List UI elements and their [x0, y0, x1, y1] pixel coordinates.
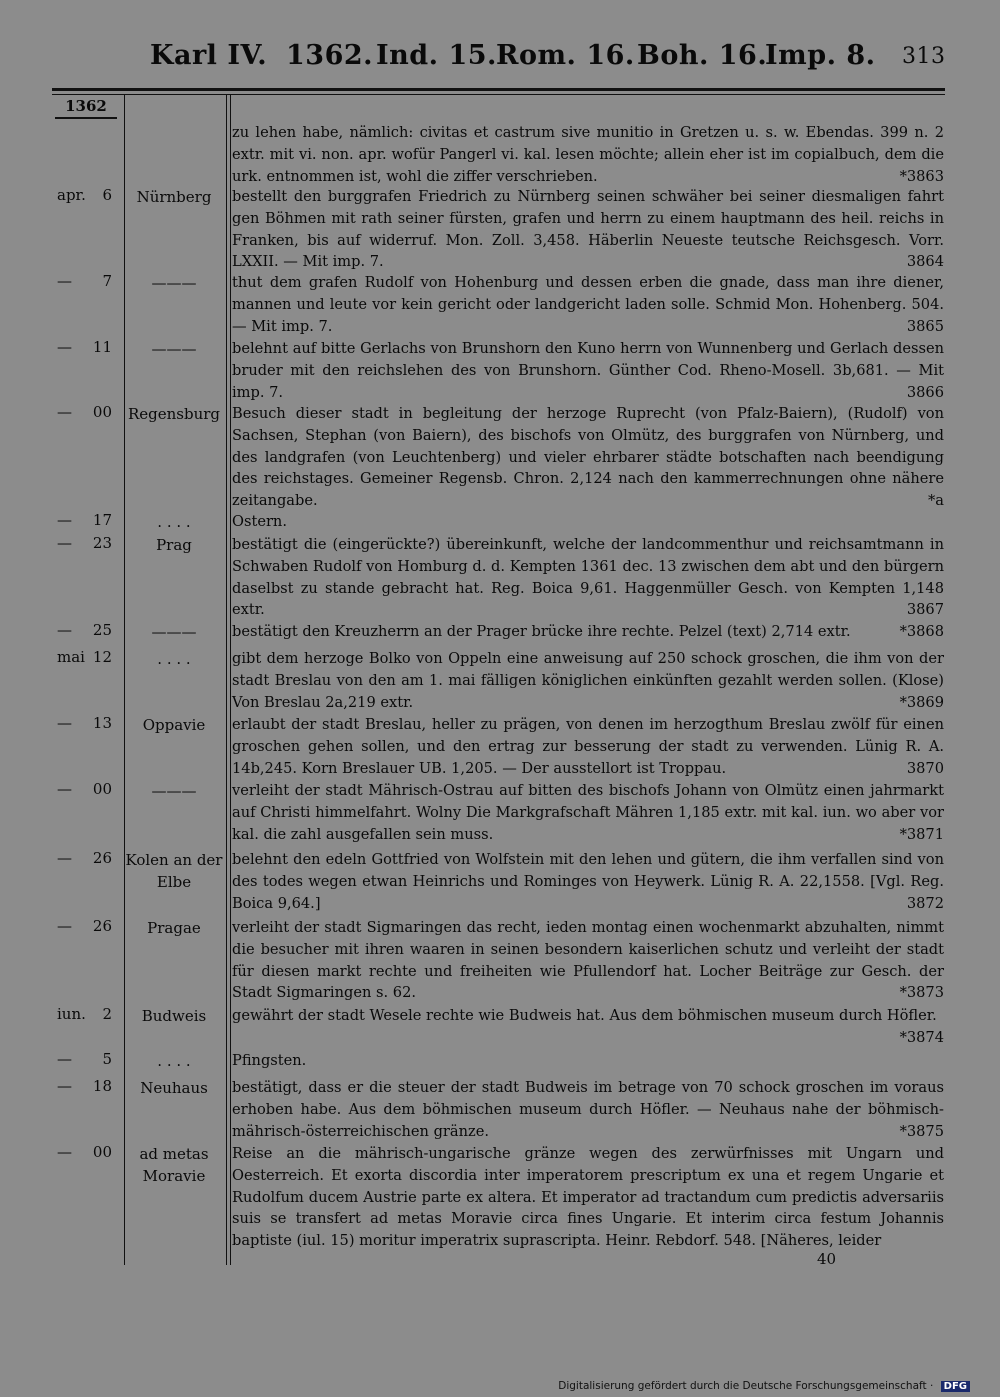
entry-place: ——— — [151, 623, 197, 641]
entry-day: 00 — [92, 403, 112, 421]
entry-day: 25 — [92, 621, 112, 639]
entry-number: *3868 — [899, 623, 944, 640]
entry-month: — — [57, 272, 72, 290]
header-imp: Imp. 8. — [765, 40, 876, 71]
entry-number: *3873 — [899, 984, 944, 1002]
column-rule-text — [230, 95, 231, 1265]
entry-month: — — [57, 403, 72, 421]
entry-body: verleiht der stadt Mährisch-Ostrau auf bitten des bischofs Johann von Olmütz einen jahrmarkt auf Christi himmelfahrt. Wolny Die Markgrafschaft Mähren 1,185 extr. mit kal. iun. wo aber vor kal. die zahl ausgefallen sein muss. — [232, 782, 944, 843]
entry-text — [232, 780, 944, 845]
entry-day: 00 — [92, 1143, 112, 1161]
header-boh: Boh. 16. — [637, 40, 768, 71]
entry-text — [232, 714, 944, 779]
entry-day: 13 — [92, 714, 112, 732]
entry-text — [232, 186, 944, 273]
entry-number: *3863 — [899, 167, 944, 185]
entry-day: 7 — [102, 272, 112, 290]
entry-month: — — [57, 1077, 72, 1095]
entry-text — [232, 122, 944, 187]
entry-text — [232, 338, 944, 403]
entry-body: verleiht der stadt Sigmaringen das recht, ieden montag einen wochenmarkt abzuhalten, nimmt die besucher mit ihren waaren in seinen besondern kaiserlichen schutz und verleiht der stadt für diesen markt rechte und freiheiten wie Pfullendorf hat. Locher Beiträge zur Gesch. der Stadt Sigmaringen s. 62. — [232, 919, 944, 1002]
entry-place: ——— — [151, 340, 197, 358]
entry-text — [232, 648, 944, 713]
entry-month: — — [57, 1143, 72, 1161]
entry-body: Pfingsten. — [232, 1052, 307, 1069]
entry-day: 2 — [102, 1005, 112, 1023]
entry-day: 6 — [102, 186, 112, 204]
entry-place: Pragae — [147, 919, 201, 937]
entry-body: belehnt auf bitte Gerlachs von Brunshorn den Kuno herrn von Wunnenberg und Gerlach dessen bruder mit den reichslehen des von Brunshorn. Günther Cod. Rheno-Mosell. 3b,681. — Mit imp. 7. — [232, 340, 944, 401]
entry-month: mai — [57, 648, 85, 666]
entry-place: ——— — [151, 782, 197, 800]
entry-number: *a — [928, 492, 944, 510]
entry-number: 3866 — [906, 383, 944, 401]
entry-place: . . . . — [157, 1052, 191, 1070]
entry-text — [232, 1077, 944, 1142]
entry-place: ——— — [151, 274, 197, 292]
entry-place: Prag — [156, 536, 192, 554]
entry-number: *3874 — [899, 1028, 944, 1046]
footer-credit — [558, 1380, 970, 1392]
dfg-logo: DFG — [941, 1381, 970, 1392]
entry-text — [232, 511, 944, 533]
entry-day: 17 — [92, 511, 112, 529]
entry-place: ad metas Moravie — [139, 1145, 209, 1185]
entry-body: bestellt den burggrafen Friedrich zu Nürnberg seinen schwäher bei seiner diesmaligen fahrt gen Böhmen mit rath seiner fürsten, grafen und herrn zu einem hauptmann des heil. reichs in Franken, bis auf widerruf. Mon. Zoll. 3,458. Häberlin Neueste teutsche Reichsgesch. Vorr. LXXII. — Mit imp. 7. — [232, 188, 944, 271]
entry-body: bestätigt, dass er die steuer der stadt Budweis im betrage von 70 schock groschen im voraus erhoben habe. Aus dem böhmischen museum durch Höfler. — Neuhaus nahe der böhmisch-mährisch-österreichischen gränze. — [232, 1079, 944, 1140]
entry-text — [232, 917, 944, 1004]
entry-body: bestätigt den Kreuzherrn an der Prager brücke ihre rechte. Pelzel (text) 2,714 extr. — [232, 623, 851, 640]
entry-place: Regensburg — [127, 405, 221, 423]
entry-text — [232, 1005, 944, 1049]
entry-body: thut dem grafen Rudolf von Hohenburg und dessen erben die gnade, dass man ihre diener, mannen und leute vor kein gericht oder landgericht laden solle. Schmid Mon. Hohenberg. 504. — Mit imp. 7. — [232, 274, 944, 335]
header-rom: Rom. 16. — [496, 40, 635, 71]
entry-day: 11 — [92, 338, 112, 356]
entry-day: 26 — [92, 849, 112, 867]
entry-text — [232, 621, 944, 643]
entry-place: . . . . — [157, 513, 191, 531]
entry-month: — — [57, 917, 72, 935]
entry-body: gewährt der stadt Wesele rechte wie Budweis hat. Aus dem böhmischen museum durch Höfler. — [232, 1007, 937, 1024]
entry-month: — — [57, 1050, 72, 1068]
entry-body: Ostern. — [232, 513, 287, 530]
entry-day: 5 — [102, 1050, 112, 1068]
entry-month: — — [57, 511, 72, 529]
entry-number: 3864 — [906, 253, 944, 271]
entry-day: 26 — [92, 917, 112, 935]
header-ind: Ind. 15. — [376, 40, 497, 71]
entry-number: *3869 — [899, 693, 944, 711]
entry-month: iun. — [57, 1005, 86, 1023]
entry-place: Neuhaus — [140, 1079, 208, 1097]
entry-number: *3871 — [899, 825, 944, 843]
header-rule-thin — [52, 94, 945, 95]
entry-month: — — [57, 849, 72, 867]
entry-body: bestätigt die (eingerückte?) übereinkunft, welche der landcommenthur und reichsamtmann in Schwaben Rudolf von Homburg d. d. Kempten 1361 dec. 13 zwischen dem abt und den bürgern daselbst zu stande gebracht hat. Reg. Boica 9,61. Haggenmüller Gesch. von Kempten 1,148 extr. — [232, 536, 944, 619]
page-number: 313 — [902, 44, 946, 69]
entry-text — [232, 849, 944, 914]
entry-month: — — [57, 714, 72, 732]
entry-body: Besuch dieser stadt in begleitung der herzoge Ruprecht (von Pfalz-Baiern), (Rudolf) von Sachsen, Stephan (von Baiern), des bischofs von Olmütz, des burggrafen von Nürnberg, und des landgrafen (von Leuchtenberg) und vieler ehrbarer städte botschaften nach beendigung des reichstages. Gemeiner Regensb. Chron. 2,124 nach den kammerrechnungen ohne nähere zeitangabe. — [232, 405, 944, 510]
column-rule-place — [226, 95, 227, 1265]
entry-body: Reise an die mährisch-ungarische gränze wegen des zerwürfnisses mit Ungarn und Oesterreich. Et exorta discordia inter imperatorem prescriptum ex una et regem Ungarie et Rudolfum ducem Austrie parte ex altera. Et imperator ad tractandum cum predictis adversariis suis se transfert ad metas Moravie circa fines Ungarie. Et interim circa festum Johannis baptiste (iul. 15) moritur imperatrix suprascripta. Heinr. Rebdorf. 548. [Näheres, leider — [232, 1145, 944, 1250]
entry-month: — — [57, 338, 72, 356]
entry-month: — — [57, 780, 72, 798]
entry-number: 3870 — [906, 759, 944, 777]
entry-place: Budweis — [141, 1007, 207, 1025]
entry-body: gibt dem herzoge Bolko von Oppeln eine anweisung auf 250 schock groschen, die ihm von der stadt Breslau von den am 1. mai fälligen königlichen einkünften gezahlt werden sollen. (Klose) Von Breslau 2a,219 extr. — [232, 650, 944, 711]
entry-day: 23 — [92, 534, 112, 552]
entry-place: Oppavie — [142, 716, 206, 734]
entry-month: — — [57, 621, 72, 639]
entry-text — [232, 1050, 944, 1072]
entry-text — [232, 1143, 944, 1252]
entry-month: — — [57, 534, 72, 552]
entry-text — [232, 534, 944, 621]
running-header — [150, 40, 950, 84]
entry-number: 3865 — [906, 317, 944, 335]
header-rule-thick — [52, 88, 945, 91]
entry-day: 00 — [92, 780, 112, 798]
entry-day: 12 — [92, 648, 112, 666]
entry-number: 3867 — [906, 601, 944, 619]
header-year: 1362. — [286, 40, 374, 71]
entry-body: zu lehen habe, nämlich: civitas et castrum sive munitio in Gretzen u. s. w. Ebendas. 399 n. 2 extr. mit vi. non. apr. wofür Pangerl vi. kal. lesen möchte; allein eher ist im copialbuch, dem die urk. entnommen ist, wohl die ziffer verschrieben. — [232, 124, 944, 185]
entry-month: apr. — [57, 186, 86, 204]
entry-text — [232, 403, 944, 512]
entry-text — [232, 272, 944, 337]
header-karl: Karl IV. — [150, 40, 268, 71]
entry-body: erlaubt der stadt Breslau, heller zu prägen, von denen im herzogthum Breslau zwölf für einen groschen gehen sollen, und den ertrag zur besserung der stadt zu verwenden. Lünig R. A. 14b,245. Korn Breslauer UB. 1,205. — Der ausstellort ist Troppau. — [232, 716, 944, 777]
entry-place: . . . . — [157, 650, 191, 668]
entry-number: 3872 — [906, 894, 944, 912]
entry-day: 18 — [92, 1077, 112, 1095]
signature-mark: 40 — [817, 1250, 837, 1268]
entry-number: *3875 — [899, 1122, 944, 1140]
footer-text: Digitalisierung gefördert durch die Deutsche Forschungsgemeinschaft · — [558, 1380, 934, 1392]
entry-place: Kolen an der Elbe — [125, 851, 223, 891]
entry-body: belehnt den edeln Gottfried von Wolfstein mit den lehen und gütern, die ihm verfallen sind von des todes wegen etwan Heinrichs und Rominges von Heywerk. Lünig R. A. 22,1558. [Vgl. Reg. Boica 9,64.] — [232, 851, 944, 912]
entry-place: Nürnberg — [136, 188, 212, 206]
year-label: 1362 — [55, 95, 117, 119]
